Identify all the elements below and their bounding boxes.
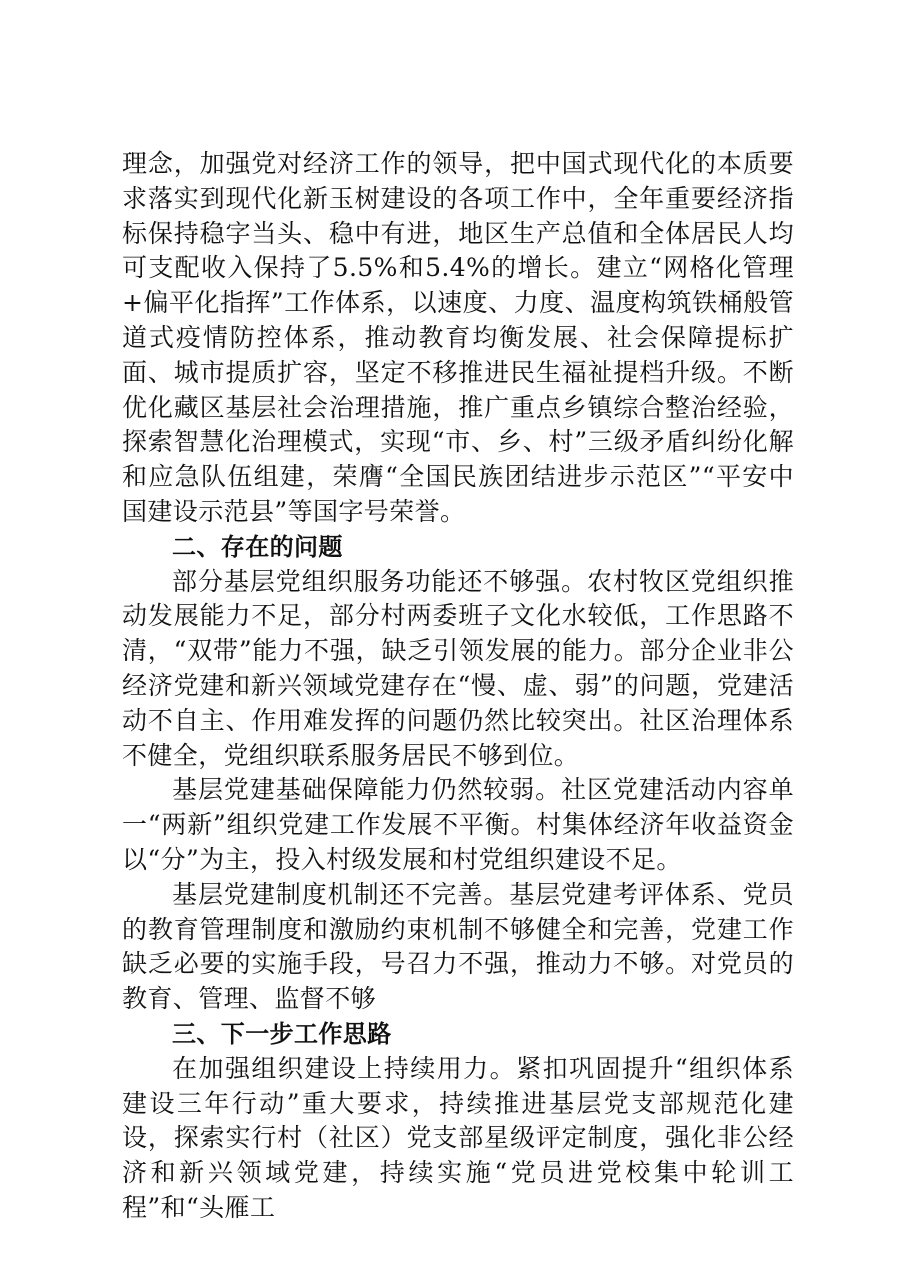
paragraph-institutional-mechanism: 基层党建制度机制还不完善。基层党建考评体系、党员的教育管理制度和激励约束机制不够健全和完善，党建工作缺乏必要的实施手段，号召力不强，推动力不够。对党员的教育、管理、监督不够: [122, 879, 794, 1014]
paragraph-service-function: 部分基层党组织服务功能还不够强。农村牧区党组织推动发展能力不足，部分村两委班子文化水较低，工作思路不清，“双带”能力不强，缺乏引领发展的能力。部分企业非公经济党建和新兴领域党建存在“慢、虚、弱”的问题，党建活动不自主、作用难发挥的问题仍然比较突出。社区治理体系不健全，党组织联系服务居民不够到位。: [122, 566, 794, 770]
section-heading-problems: 二、存在的问题: [172, 532, 343, 561]
paragraph-organization-building: 在加强组织建设上持续用力。紧扣巩固提升“组织体系建设三年行动”重大要求，持续推进基层党支部规范化建设，探索实行村（社区）党支部星级评定制度，强化非公经济和新兴领域党建，持续实施“党员进党校集中轮训工程”和“头雁工: [122, 1053, 794, 1222]
section-heading-next-steps: 三、下一步工作思路: [172, 1019, 392, 1048]
document-body: [122, 147, 794, 1226]
paragraph-continuation: 理念，加强党对经济工作的领导，把中国式现代化的本质要求落实到现代化新玉树建设的各项工作中，全年重要经济指标保持稳字当头、稳中有进，地区生产总值和全体居民人均可支配收入保持了5.5%和5.4%的增长。建立“网格化管理+偏平化指挥”工作体系，以速度、力度、温度构筑铁桶般管道式疫情防控体系，推动教育均衡发展、社会保障提标扩面、城市提质扩容，坚定不移推进民生福祉提档升级。不断优化藏区基层社会治理措施，推广重点乡镇综合整治经验，探索智慧化治理模式，实现“市、乡、村”三级矛盾纠纷化解和应急队伍组建，荣膺“全国民族团结进步示范区”“平安中国建设示范县”等国字号荣誉。: [122, 149, 794, 526]
paragraph-basic-guarantee: 基层党建基础保障能力仍然较弱。社区党建活动内容单一“两新”组织党建工作发展不平衡。村集体经济年收益资金以“分”为主，投入村级发展和村党组织建设不足。: [122, 775, 794, 874]
